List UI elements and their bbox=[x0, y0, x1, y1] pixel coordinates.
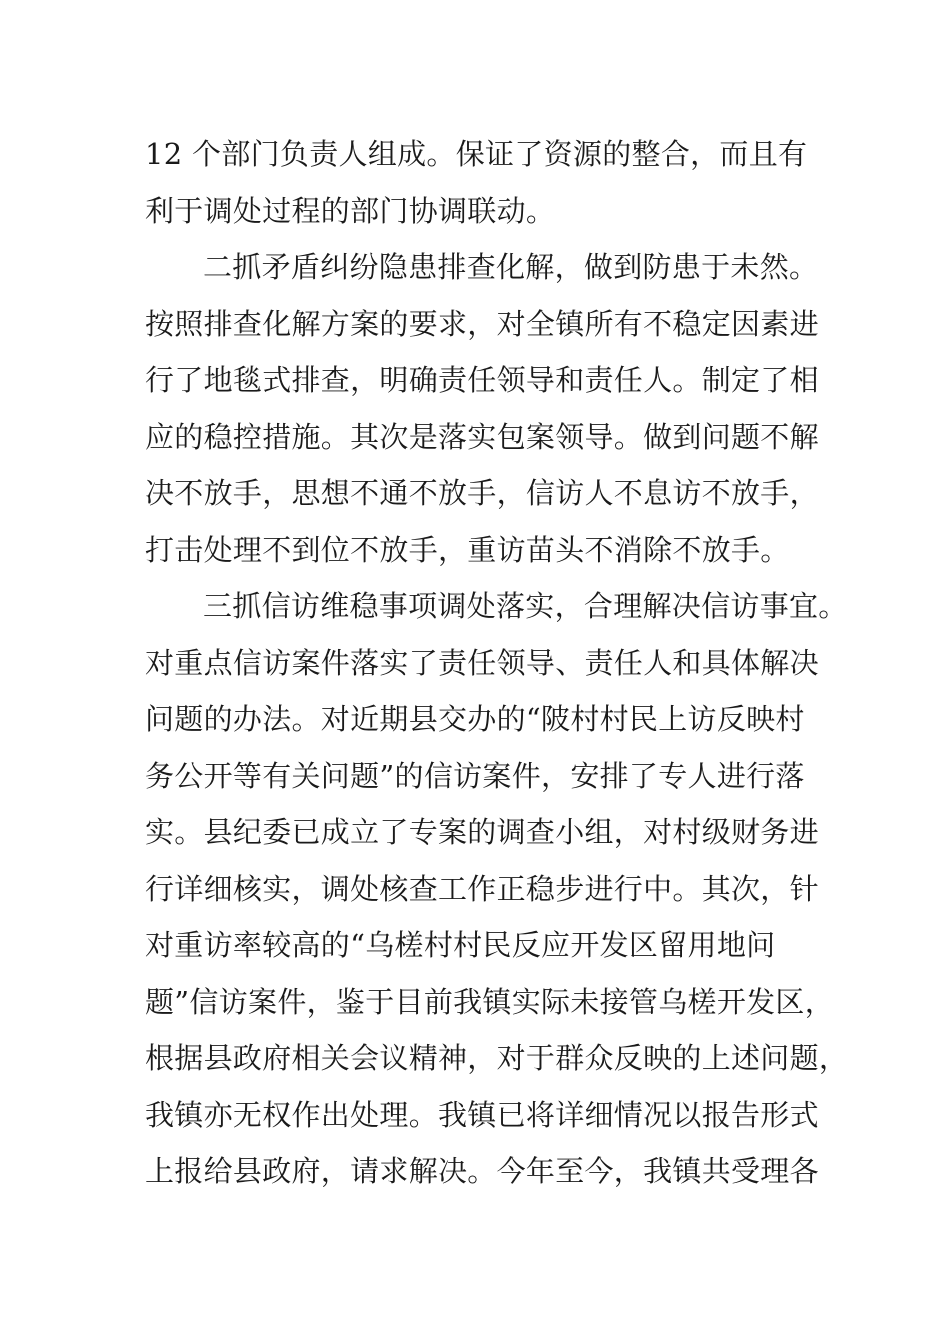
text-line: 务公开等有关问题”的信访案件，安排了专人进行落 bbox=[145, 758, 805, 793]
text-line: 12 个部门负责人组成。保证了资源的整合，而且有 bbox=[145, 137, 808, 171]
text-line: 题”信访案件，鉴于目前我镇实际未接管乌槎开发区， bbox=[145, 984, 835, 1019]
text-line: 行详细核实，调处核查工作正稳步进行中。其次，针 bbox=[145, 871, 819, 906]
text-line: 上报给县政府，请求解决。今年至今，我镇共受理各 bbox=[145, 1154, 819, 1188]
text-line: 对重访率较高的“乌槎村村民反应开发区留用地问 bbox=[145, 928, 776, 962]
text-line: 打击处理不到位不放手，重访苗头不消除不放手。 bbox=[145, 532, 790, 567]
text-line: 按照排查化解方案的要求，对全镇所有不稳定因素进 bbox=[145, 306, 819, 341]
text-line: 三抓信访维稳事项调处落实，合理解决信访事宜。 bbox=[203, 589, 848, 623]
text-line: 根据县政府相关会议精神，对于群众反映的上述问题， bbox=[145, 1041, 849, 1075]
text-line: 二抓矛盾纠纷隐患排查化解，做到防患于未然。 bbox=[203, 250, 819, 284]
text-line: 利于调处过程的部门协调联动。 bbox=[145, 193, 556, 228]
text-line: 行了地毯式排查，明确责任领导和责任人。制定了相 bbox=[145, 363, 819, 397]
text-line: 对重点信访案件落实了责任领导、责任人和具体解决 bbox=[145, 645, 819, 680]
text-line: 我镇亦无权作出处理。我镇已将详细情况以报告形式 bbox=[145, 1097, 819, 1132]
text-line: 决不放手，思想不通不放手，信访人不息访不放手， bbox=[145, 476, 819, 510]
text-line: 应的稳控措施。其次是落实包案领导。做到问题不解 bbox=[145, 419, 819, 454]
text-line: 实。县纪委已成立了专案的调查小组，对村级财务进 bbox=[145, 815, 819, 849]
text-line: 问题的办法。对近期县交办的“陂村村民上访反映村 bbox=[145, 702, 805, 736]
body-text bbox=[145, 126, 849, 1200]
